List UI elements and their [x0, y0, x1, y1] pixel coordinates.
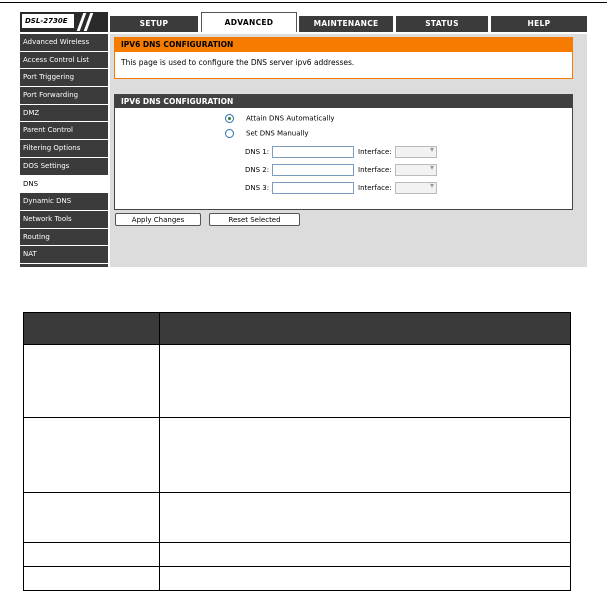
table-row	[24, 418, 571, 493]
manual-dns-radio[interactable]	[225, 129, 234, 138]
sidebar-item-dmz[interactable]: DMZ	[20, 105, 108, 123]
dns3-interface-label: Interface:	[358, 184, 392, 192]
table-header-row	[24, 313, 571, 345]
sidebar-item-filtering-options[interactable]: Filtering Options	[20, 140, 108, 158]
table-cell	[160, 543, 571, 567]
table-row	[24, 567, 571, 591]
config-panel	[114, 94, 573, 210]
sidebar-item-nat[interactable]: NAT	[20, 246, 108, 264]
table-cell	[160, 567, 571, 591]
dns1-label: DNS 1:	[245, 148, 270, 156]
table-cell	[24, 567, 160, 591]
dns1-interface-select[interactable]	[395, 146, 437, 158]
dns1-interface-label: Interface:	[358, 148, 392, 156]
tab-status[interactable]: STATUS	[396, 16, 488, 32]
dns3-interface-select[interactable]	[395, 182, 437, 194]
dns2-interface-label: Interface:	[358, 166, 392, 174]
dns1-input[interactable]	[272, 146, 354, 158]
sidebar-item-parent-control[interactable]: Parent Control	[20, 122, 108, 140]
intro-title: IPV6 DNS CONFIGURATION	[115, 38, 572, 52]
reset-selected-button[interactable]: Reset Selected	[209, 213, 300, 226]
router-screenshot	[20, 12, 587, 267]
dns3-input[interactable]	[272, 182, 354, 194]
brand-logo	[20, 12, 108, 32]
table-cell	[24, 493, 160, 543]
dns2-interface-select[interactable]	[395, 164, 437, 176]
page-top-rule	[0, 2, 607, 3]
dns2-label: DNS 2:	[245, 166, 270, 174]
table-cell	[160, 493, 571, 543]
sidebar-item-routing[interactable]: Routing	[20, 229, 108, 247]
table-header-cell	[160, 313, 571, 345]
attain-dns-option[interactable]	[225, 114, 335, 123]
apply-changes-button[interactable]: Apply Changes	[115, 213, 201, 226]
table-cell	[160, 345, 571, 418]
attain-dns-radio[interactable]	[225, 114, 234, 123]
config-title: IPV6 DNS CONFIGURATION	[115, 95, 572, 108]
table-row	[24, 543, 571, 567]
tab-maintenance[interactable]: MAINTENANCE	[299, 16, 393, 32]
sidebar-item-dns[interactable]: DNS	[20, 176, 108, 194]
table-row	[24, 493, 571, 543]
dns3-label: DNS 3:	[245, 184, 270, 192]
table-cell	[24, 345, 160, 418]
intro-text: This page is used to configure the DNS server ipv6 addresses.	[121, 58, 355, 67]
dns2-input[interactable]	[272, 164, 354, 176]
tab-advanced[interactable]: ADVANCED	[201, 12, 297, 32]
sidebar-item-port-triggering[interactable]: Port Triggering	[20, 69, 108, 87]
sidebar-item-port-forwarding[interactable]: Port Forwarding	[20, 87, 108, 105]
manual-dns-label: Set DNS Manually	[246, 129, 309, 138]
table-cell	[24, 543, 160, 567]
description-table	[23, 312, 571, 591]
manual-dns-option[interactable]	[225, 129, 309, 138]
sidebar-nav	[20, 34, 108, 267]
table-header-cell	[24, 313, 160, 345]
sidebar-item-network-tools[interactable]: Network Tools	[20, 211, 108, 229]
table-cell	[24, 418, 160, 493]
sidebar-item-dynamic-dns[interactable]: Dynamic DNS	[20, 193, 108, 211]
attain-dns-label: Attain DNS Automatically	[246, 114, 335, 123]
sidebar-item-access-control-list[interactable]: Access Control List	[20, 52, 108, 70]
main-tab-bar	[110, 12, 587, 32]
tab-setup[interactable]: SETUP	[110, 16, 198, 32]
model-label: DSL-2730E	[22, 14, 74, 28]
intro-panel	[114, 37, 573, 79]
table-cell	[160, 418, 571, 493]
main-content	[110, 34, 587, 267]
tab-help[interactable]: HELP	[491, 16, 587, 32]
table-row	[24, 345, 571, 418]
sidebar-item-advanced-wireless[interactable]: Advanced Wireless	[20, 34, 108, 52]
sidebar-item-dos-settings[interactable]: DOS Settings	[20, 158, 108, 176]
